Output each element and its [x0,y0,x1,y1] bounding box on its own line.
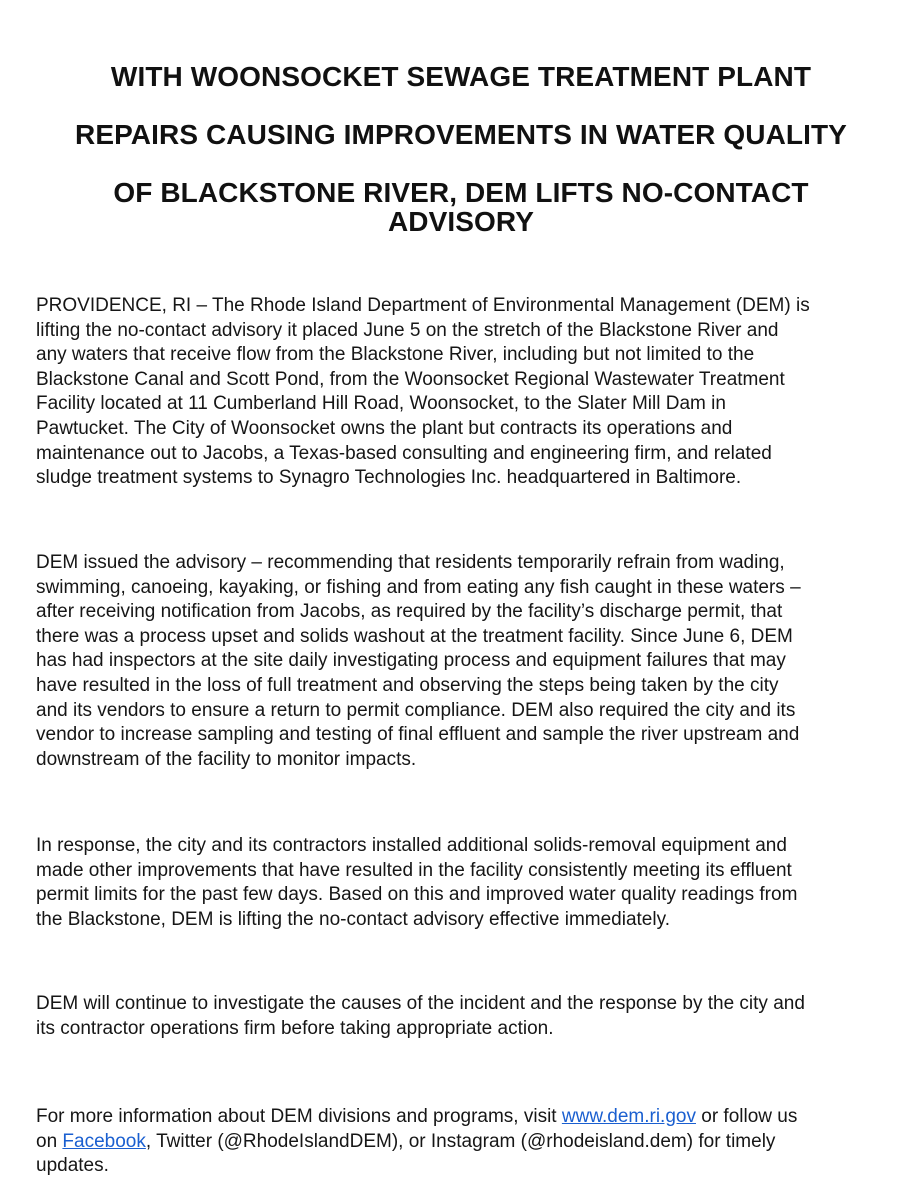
text-line: sludge treatment systems to Synagro Technologies Inc. headquartered in Baltimore. [36,467,742,489]
text-line: Blackstone Canal and Scott Pond, from the Woonsocket Regional Wastewater Treatment [36,368,785,390]
text-line: lifting the no-contact advisory it placed June 5 on the stretch of the Blackstone River and [36,319,779,341]
text-line: In response, the city and its contractors installed additional solids-removal equipment and [36,835,787,856]
text-fragment: on [36,1130,63,1152]
text-line: DEM issued the advisory – recommending that residents temporarily refrain from wading, [36,552,785,573]
text-line: there was a process upset and solids washout at the treatment facility. Since June 6, DEM [36,625,793,647]
headline-line: REPAIRS CAUSING IMPROVEMENTS IN WATER QUALITY [75,119,847,150]
text-line: has had inspectors at the site daily investigating process and equipment failures that may [36,650,786,672]
text-line: downstream of the facility to monitor impacts. [36,748,417,770]
text-fragment: or follow us [695,1106,798,1127]
text-line: vendor to increase sampling and testing of final effluent and sample the river upstream and [36,724,800,746]
text-line: have resulted in the loss of full treatment and observing the steps being taken by the city [36,674,779,696]
text-line [36,1105,896,1130]
text-line: DEM will continue to investigate the causes of the incident and the response by the city and [36,993,805,1014]
paragraph-investigation [36,992,896,1041]
paragraph-more-information [36,1105,896,1179]
headline-line: OF BLACKSTONE RIVER, DEM LIFTS NO-CONTACT [113,177,809,208]
text-line: made other improvements that have resulted in the facility consistently meeting its effluent [36,859,792,881]
text-line: PROVIDENCE, RI – The Rhode Island Department of Environmental Management (DEM) is [36,295,810,316]
text-line: and its vendors to ensure a return to permit compliance. DEM also required the city and its [36,699,796,721]
text-line: permit limits for the past few days. Based on this and improved water quality readings from [36,884,798,906]
text-line: Pawtucket. The City of Woonsocket owns the plant but contracts its operations and [36,417,733,439]
paragraph-advisory-details [36,551,896,772]
text-line: maintenance out to Jacobs, a Texas-based consulting and engineering firm, and related [36,442,772,464]
text-line: its contractor operations firm before taking appropriate action. [36,1017,554,1039]
facebook-link[interactable]: Facebook [62,1130,146,1152]
headline [40,48,882,238]
text-line: any waters that receive flow from the Blackstone River, including but not limited to the [36,344,755,366]
headline-line: WITH WOONSOCKET SEWAGE TREATMENT PLANT [110,61,812,92]
text-fragment: , Twitter (@RhodeIslandDEM), or Instagram (@rhodeisland.dem) for timely [145,1130,776,1152]
text-line: after receiving notification from Jacobs, as required by the facility’s discharge permit, that [36,601,783,623]
headline-line: ADVISORY [387,206,534,237]
text-line: Facility located at 11 Cumberland Hill Road, Woonsocket, to the Slater Mill Dam in [36,393,726,415]
paragraph-dateline-intro [36,294,896,491]
text-line: swimming, canoeing, kayaking, or fishing and from eating any fish caught in these waters – [36,576,801,598]
text-line [36,1130,896,1155]
text-line: updates. [36,1155,109,1177]
text-fragment: For more information about DEM divisions and programs, visit [36,1106,562,1127]
dem-website-link[interactable]: www.dem.ri.gov [561,1106,696,1127]
text-line: the Blackstone, DEM is lifting the no-contact advisory effective immediately. [36,908,670,930]
paragraph-response [36,834,896,932]
